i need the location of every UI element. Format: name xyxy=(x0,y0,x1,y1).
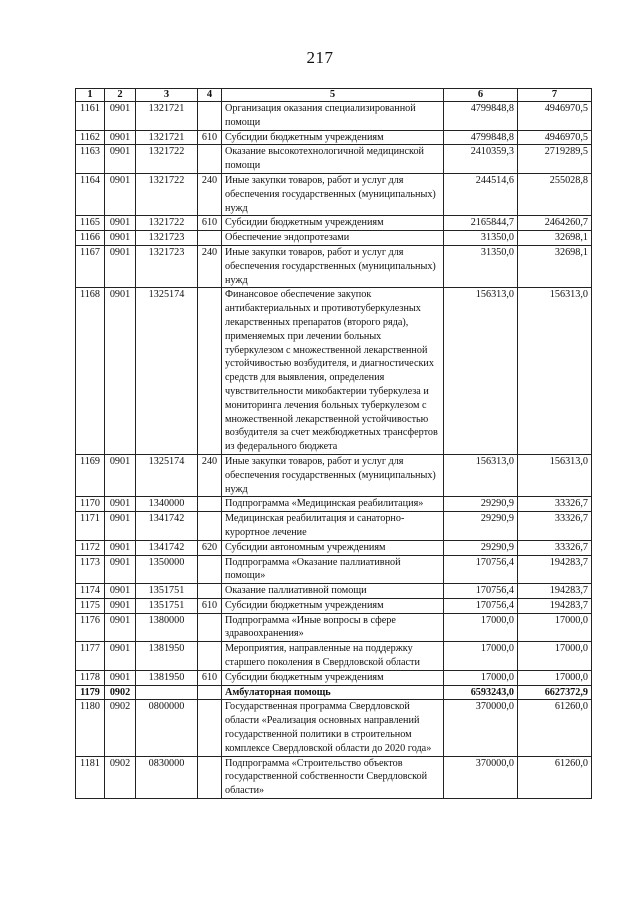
expense-kind-cell xyxy=(198,700,222,756)
row-number-cell: 1174 xyxy=(76,584,105,599)
table-row xyxy=(76,540,592,555)
expense-kind-cell xyxy=(198,613,222,642)
amount-col7-cell: 33326,7 xyxy=(518,497,592,512)
row-number-cell: 1170 xyxy=(76,497,105,512)
table-row xyxy=(76,613,592,642)
amount-col7-cell: 33326,7 xyxy=(518,540,592,555)
table-row xyxy=(76,173,592,215)
row-number-cell: 1171 xyxy=(76,512,105,541)
target-code-cell: 1340000 xyxy=(136,497,198,512)
table-row xyxy=(76,497,592,512)
expense-kind-cell: 620 xyxy=(198,540,222,555)
target-code-cell: 1351751 xyxy=(136,598,198,613)
expense-kind-cell: 610 xyxy=(198,670,222,685)
description-cell: Оказание паллиативной помощи xyxy=(222,584,444,599)
target-code-cell: 1321722 xyxy=(136,173,198,215)
amount-col6-cell: 17000,0 xyxy=(444,642,518,671)
amount-col6-cell: 4799848,8 xyxy=(444,130,518,145)
section-code-cell: 0901 xyxy=(105,497,136,512)
section-code-cell: 0902 xyxy=(105,756,136,798)
row-number-cell: 1167 xyxy=(76,245,105,287)
amount-col6-cell: 156313,0 xyxy=(444,288,518,455)
col-header: 6 xyxy=(444,89,518,102)
section-code-cell: 0901 xyxy=(105,555,136,584)
description-cell: Субсидии бюджетным учреждениям xyxy=(222,130,444,145)
expense-kind-cell xyxy=(198,512,222,541)
amount-col7-cell: 17000,0 xyxy=(518,613,592,642)
amount-col6-cell: 244514,6 xyxy=(444,173,518,215)
target-code-cell: 1351751 xyxy=(136,584,198,599)
section-code-cell: 0901 xyxy=(105,540,136,555)
table-row xyxy=(76,288,592,455)
table-row xyxy=(76,685,592,700)
section-code-cell: 0901 xyxy=(105,642,136,671)
row-number-cell: 1163 xyxy=(76,145,105,174)
expense-kind-cell: 240 xyxy=(198,173,222,215)
section-code-cell: 0901 xyxy=(105,288,136,455)
target-code-cell: 1341742 xyxy=(136,512,198,541)
section-code-cell: 0901 xyxy=(105,598,136,613)
target-code-cell: 1350000 xyxy=(136,555,198,584)
table-row xyxy=(76,512,592,541)
expense-kind-cell xyxy=(198,497,222,512)
description-cell: Субсидии бюджетным учреждениям xyxy=(222,216,444,231)
amount-col6-cell: 4799848,8 xyxy=(444,102,518,131)
target-code-cell: 1381950 xyxy=(136,670,198,685)
amount-col6-cell: 370000,0 xyxy=(444,756,518,798)
row-number-cell: 1181 xyxy=(76,756,105,798)
amount-col7-cell: 17000,0 xyxy=(518,642,592,671)
description-cell: Иные закупки товаров, работ и услуг для обеспечения государственных (муниципальных) нужд xyxy=(222,454,444,496)
row-number-cell: 1176 xyxy=(76,613,105,642)
amount-col6-cell: 170756,4 xyxy=(444,598,518,613)
target-code-cell: 1321723 xyxy=(136,245,198,287)
col-header: 7 xyxy=(518,89,592,102)
col-header: 3 xyxy=(136,89,198,102)
description-cell: Мероприятия, направленные на поддержку старшего поколения в Свердловской области xyxy=(222,642,444,671)
section-code-cell: 0901 xyxy=(105,216,136,231)
description-cell: Финансовое обеспечение закупок антибактериальных и противотуберкулезных лекарственных препаратов (второго ряда), применяемых при лечении больных туберкулезом с множественной лекарственной устойчивостью возбудителя, и диагностических средств для выявления, определения чувствительности микобактерии туберкулеза и мониторинга лечения больных туберкулезом с множественной лекарственной устойчивостью возбудителя за счет межбюджетных трансфертов из федерального бюджета xyxy=(222,288,444,455)
target-code-cell: 1380000 xyxy=(136,613,198,642)
row-number-cell: 1175 xyxy=(76,598,105,613)
amount-col7-cell: 33326,7 xyxy=(518,512,592,541)
description-cell: Субсидии автономным учреждениям xyxy=(222,540,444,555)
table-row xyxy=(76,102,592,131)
table-row xyxy=(76,598,592,613)
row-number-cell: 1161 xyxy=(76,102,105,131)
target-code-cell: 1321723 xyxy=(136,231,198,246)
amount-col6-cell: 2165844,7 xyxy=(444,216,518,231)
amount-col7-cell: 6627372,9 xyxy=(518,685,592,700)
section-code-cell: 0902 xyxy=(105,685,136,700)
amount-col6-cell: 156313,0 xyxy=(444,454,518,496)
table-row xyxy=(76,670,592,685)
col-header: 2 xyxy=(105,89,136,102)
col-header: 5 xyxy=(222,89,444,102)
amount-col7-cell: 32698,1 xyxy=(518,245,592,287)
amount-col7-cell: 255028,8 xyxy=(518,173,592,215)
target-code-cell: 0800000 xyxy=(136,700,198,756)
table-row xyxy=(76,700,592,756)
amount-col7-cell: 2719289,5 xyxy=(518,145,592,174)
row-number-cell: 1177 xyxy=(76,642,105,671)
row-number-cell: 1162 xyxy=(76,130,105,145)
target-code-cell: 1325174 xyxy=(136,454,198,496)
expense-kind-cell: 240 xyxy=(198,454,222,496)
table-row xyxy=(76,231,592,246)
expense-kind-cell xyxy=(198,756,222,798)
description-cell: Подпрограмма «Иные вопросы в сфере здравоохранения» xyxy=(222,613,444,642)
target-code-cell: 1321722 xyxy=(136,145,198,174)
table-row xyxy=(76,245,592,287)
table-row xyxy=(76,145,592,174)
description-cell: Подпрограмма «Медицинская реабилитация» xyxy=(222,497,444,512)
amount-col7-cell: 194283,7 xyxy=(518,555,592,584)
amount-col6-cell: 17000,0 xyxy=(444,613,518,642)
table-row xyxy=(76,555,592,584)
description-cell: Субсидии бюджетным учреждениям xyxy=(222,670,444,685)
row-number-cell: 1173 xyxy=(76,555,105,584)
row-number-cell: 1166 xyxy=(76,231,105,246)
amount-col6-cell: 17000,0 xyxy=(444,670,518,685)
description-cell: Организация оказания специализированной помощи xyxy=(222,102,444,131)
section-code-cell: 0901 xyxy=(105,173,136,215)
target-code-cell xyxy=(136,685,198,700)
row-number-cell: 1165 xyxy=(76,216,105,231)
amount-col6-cell: 370000,0 xyxy=(444,700,518,756)
table-row xyxy=(76,454,592,496)
expense-kind-cell xyxy=(198,145,222,174)
amount-col6-cell: 29290,9 xyxy=(444,497,518,512)
expense-kind-cell xyxy=(198,685,222,700)
section-code-cell: 0901 xyxy=(105,584,136,599)
description-cell: Иные закупки товаров, работ и услуг для обеспечения государственных (муниципальных) нужд xyxy=(222,245,444,287)
description-cell: Подпрограмма «Оказание паллиативной помощи» xyxy=(222,555,444,584)
amount-col7-cell: 2464260,7 xyxy=(518,216,592,231)
row-number-cell: 1172 xyxy=(76,540,105,555)
page-number: 217 xyxy=(306,48,334,67)
target-code-cell: 1321722 xyxy=(136,216,198,231)
amount-col7-cell: 194283,7 xyxy=(518,584,592,599)
target-code-cell: 0830000 xyxy=(136,756,198,798)
expense-kind-cell: 610 xyxy=(198,216,222,231)
amount-col7-cell: 4946970,5 xyxy=(518,102,592,131)
table-header-row xyxy=(76,89,592,102)
expense-kind-cell xyxy=(198,642,222,671)
row-number-cell: 1168 xyxy=(76,288,105,455)
section-code-cell: 0901 xyxy=(105,231,136,246)
section-code-cell: 0901 xyxy=(105,670,136,685)
target-code-cell: 1325174 xyxy=(136,288,198,455)
row-number-cell: 1178 xyxy=(76,670,105,685)
section-code-cell: 0901 xyxy=(105,145,136,174)
expense-kind-cell xyxy=(198,555,222,584)
table-row xyxy=(76,130,592,145)
row-number-cell: 1179 xyxy=(76,685,105,700)
col-header: 1 xyxy=(76,89,105,102)
amount-col6-cell: 170756,4 xyxy=(444,555,518,584)
amount-col6-cell: 6593243,0 xyxy=(444,685,518,700)
col-header: 4 xyxy=(198,89,222,102)
amount-col7-cell: 32698,1 xyxy=(518,231,592,246)
amount-col6-cell: 31350,0 xyxy=(444,231,518,246)
target-code-cell: 1321721 xyxy=(136,130,198,145)
expense-kind-cell: 610 xyxy=(198,598,222,613)
section-code-cell: 0901 xyxy=(105,454,136,496)
description-cell: Медицинская реабилитация и санаторно-курортное лечение xyxy=(222,512,444,541)
description-cell: Государственная программа Свердловской области «Реализация основных направлений государственной политики в строительном комплексе Свердловской области до 2020 года» xyxy=(222,700,444,756)
amount-col7-cell: 4946970,5 xyxy=(518,130,592,145)
budget-table xyxy=(75,88,592,799)
section-code-cell: 0902 xyxy=(105,700,136,756)
amount-col7-cell: 17000,0 xyxy=(518,670,592,685)
target-code-cell: 1381950 xyxy=(136,642,198,671)
description-cell: Оказание высокотехнологичной медицинской помощи xyxy=(222,145,444,174)
amount-col6-cell: 2410359,3 xyxy=(444,145,518,174)
description-cell: Обеспечение эндопротезами xyxy=(222,231,444,246)
expense-kind-cell xyxy=(198,584,222,599)
table-row xyxy=(76,756,592,798)
amount-col7-cell: 156313,0 xyxy=(518,288,592,455)
amount-col7-cell: 194283,7 xyxy=(518,598,592,613)
amount-col6-cell: 29290,9 xyxy=(444,540,518,555)
amount-col7-cell: 156313,0 xyxy=(518,454,592,496)
row-number-cell: 1169 xyxy=(76,454,105,496)
row-number-cell: 1180 xyxy=(76,700,105,756)
expense-kind-cell xyxy=(198,231,222,246)
section-code-cell: 0901 xyxy=(105,613,136,642)
amount-col6-cell: 31350,0 xyxy=(444,245,518,287)
description-cell: Иные закупки товаров, работ и услуг для обеспечения государственных (муниципальных) нужд xyxy=(222,173,444,215)
amount-col6-cell: 170756,4 xyxy=(444,584,518,599)
expense-kind-cell: 240 xyxy=(198,245,222,287)
section-code-cell: 0901 xyxy=(105,130,136,145)
expense-kind-cell xyxy=(198,288,222,455)
amount-col6-cell: 29290,9 xyxy=(444,512,518,541)
amount-col7-cell: 61260,0 xyxy=(518,756,592,798)
expense-kind-cell: 610 xyxy=(198,130,222,145)
amount-col7-cell: 61260,0 xyxy=(518,700,592,756)
table-body xyxy=(76,102,592,799)
section-code-cell: 0901 xyxy=(105,245,136,287)
description-cell: Подпрограмма «Строительство объектов государственной собственности Свердловской области» xyxy=(222,756,444,798)
table-row xyxy=(76,642,592,671)
row-number-cell: 1164 xyxy=(76,173,105,215)
section-code-cell: 0901 xyxy=(105,102,136,131)
section-code-cell: 0901 xyxy=(105,512,136,541)
target-code-cell: 1341742 xyxy=(136,540,198,555)
description-cell: Субсидии бюджетным учреждениям xyxy=(222,598,444,613)
table-row xyxy=(76,584,592,599)
description-cell: Амбулаторная помощь xyxy=(222,685,444,700)
table-row xyxy=(76,216,592,231)
expense-kind-cell xyxy=(198,102,222,131)
target-code-cell: 1321721 xyxy=(136,102,198,131)
